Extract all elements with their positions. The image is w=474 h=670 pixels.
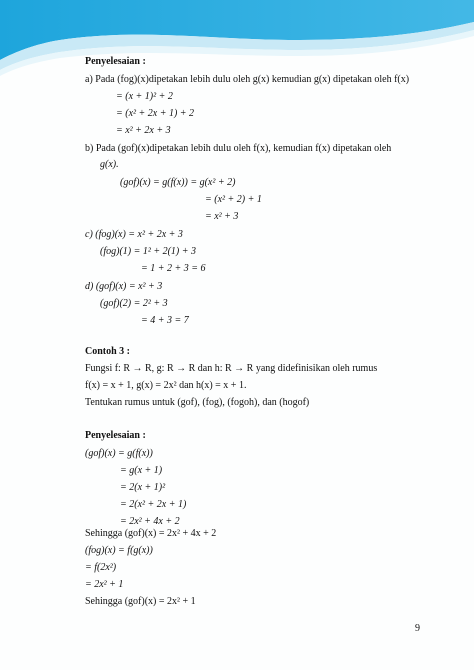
text-line: (fog)(1) = 1² + 2(1) + 3 (100, 246, 197, 257)
text-line: = x² + 2x + 3 (116, 125, 171, 136)
text-line: = x² + 3 (205, 211, 239, 222)
text-line: = 1 + 2 + 3 = 6 (141, 263, 206, 274)
text-line: = 2x² + 4x + 2 (120, 516, 180, 527)
text-line: = (x² + 2) + 1 (205, 194, 262, 205)
text-line: Sehingga (gof)(x) = 2x² + 4x + 2 (85, 528, 217, 539)
text-line: = (x² + 2x + 1) + 2 (116, 108, 195, 119)
text-line: = 2(x² + 2x + 1) (120, 499, 187, 510)
text-line: a) Pada (fog)(x)dipetakan lebih dulu oleh g(x) kemudian g(x) dipetakan oleh f(x) (85, 74, 410, 85)
text-line: d) (gof)(x) = x² + 3 (85, 281, 163, 292)
page-number: 9 (415, 623, 420, 634)
text-line: b) Pada (gof)(x)dipetakan lebih dulu oleh f(x), kemudian f(x) dipetakan oleh (85, 143, 392, 154)
text-line: c) (fog)(x) = x² + 2x + 3 (85, 229, 183, 240)
text-line: = 4 + 3 = 7 (141, 315, 189, 326)
section-heading: Penyelesaian : (85, 56, 146, 67)
section-heading: Contoh 3 : (85, 346, 131, 357)
text-line: (gof)(2) = 2² + 3 (100, 298, 168, 309)
header-wave-decoration (0, 0, 474, 80)
section-heading: Penyelesaian : (85, 430, 146, 441)
text-line: = 2x² + 1 (85, 579, 124, 590)
text-line: Tentukan rumus untuk (gof), (fog), (fogoh), dan (hogof) (85, 397, 310, 408)
text-line: Sehingga (gof)(x) = 2x² + 1 (85, 596, 196, 607)
text-line: (gof)(x) = g(f(x)) (85, 448, 153, 459)
text-line: g(x). (100, 159, 119, 170)
text-line: Fungsi f: R → R, g: R → R dan h: R → R yang didefinisikan oleh rumus (85, 363, 378, 374)
text-line: = f(2x²) (85, 562, 117, 573)
text-line: = 2(x + 1)² (120, 482, 166, 493)
text-line: = g(x + 1) (120, 465, 163, 476)
text-line: f(x) = x + 1, g(x) = 2x² dan h(x) = x + 1. (85, 380, 247, 391)
text-line: = (x + 1)² + 2 (116, 91, 173, 102)
text-line: (fog)(x) = f(g(x)) (85, 545, 153, 556)
text-line: (gof)(x) = g(f(x)) = g(x² + 2) (120, 177, 236, 188)
